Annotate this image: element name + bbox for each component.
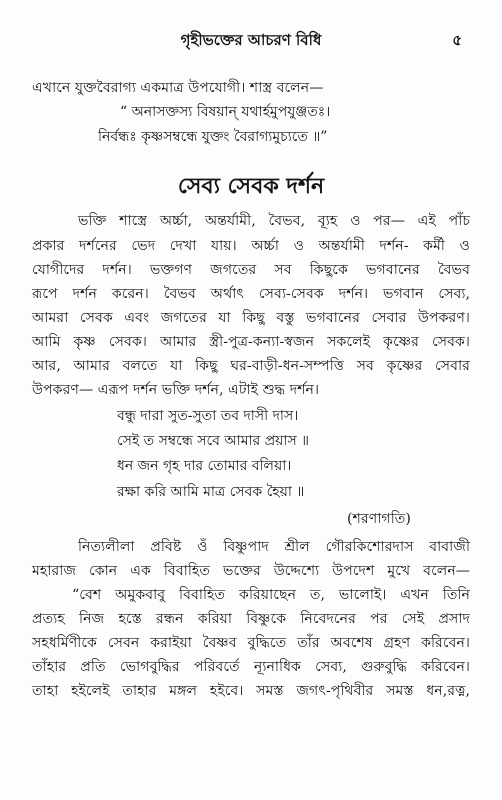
section-heading: সেব্য সেবক দর্শন [177, 173, 325, 199]
paragraph-line: আর, আমার বলতে যা কিছু ঘর-বাড়ী-ধন-সম্পত্তি সব কৃষ্ণের সেবার [32, 358, 470, 374]
paragraph-line: মহারাজ কোন এক বিবাহিত ভক্তের উদ্দেশ্যে উপদেশ মুখে বলেন— [32, 563, 470, 579]
shloka-line-1: “ অনাসক্তস্য বিষয়ান্ যথার্হমুপযুঞ্জতঃ। [120, 104, 331, 120]
intro-line: এখানে যুক্তবৈরাগ্য একমাত্র উপযোগী। শাস্ত্র বলেন— [32, 80, 324, 96]
page-number: ৫ [452, 31, 462, 49]
paragraph-line: নিত্যলীলা প্রবিষ্ট ওঁ বিষ্ণুপাদ শ্রীল গৌরকিশোরদাস বাবাজী [78, 539, 470, 555]
verse-line: সেই ত সম্বন্ধে সবে আমার প্রয়াস ॥ [117, 433, 310, 449]
running-header [0, 28, 502, 52]
paragraph-line: ভক্তি শাস্ত্রে অর্চ্চা, অন্তর্যামী, বৈভব, ব্যূহ ও পর— এই পাঁচ [78, 213, 470, 229]
paragraph-line: উপকরণ— এরূপ দর্শন ভক্তি দর্শন, এটাই শুদ্ধ দর্শন। [32, 382, 320, 398]
paragraph-line: সহধর্মিণীকে সেবন করাইয়া বৈষ্ণব বুদ্ধিতে তাঁর অবশেষ গ্রহণ করিবেন। [32, 635, 470, 651]
paragraph-line: আমি কৃষ্ণ সেবক। আমার স্ত্রী-পুত্র-কন্যা-স্বজন সকলেই কৃষ্ণের সেবক। [32, 334, 470, 350]
paragraph-line: “বেশ অমুকবাবু বিবাহিত করিয়াছেন ত, ভালোই। এখন তিনি [72, 587, 470, 603]
verse-line: ধন জন গৃহ দার তোমার বলিয়া। [117, 458, 292, 474]
paragraph-line: যোগীদের দর্শন। ভক্তগণ জগতের সব কিছুকে ভগবানের বৈভব [32, 262, 470, 278]
verse-line: বন্ধু দারা সুত-সুতা তব দাসী দাস। [117, 408, 299, 424]
shloka-line-2: নির্বন্ধঃ কৃষ্ণসম্বন্ধে যুক্তং বৈরাগ্যমুচ্যতে ॥” [98, 129, 328, 145]
paragraph-line: তাঁহার প্রতি ভোগবুদ্ধির পরিবর্তে ন্যূনাধিক সেব্য, গুরুবুদ্ধি করিবেন। [32, 659, 470, 675]
paragraph-line: প্রত্যহ নিজ হস্তে রন্ধন করিয়া বিষ্ণুকে নিবেদনের পর সেই প্রসাদ [32, 611, 470, 627]
paragraph-line: প্রকার দর্শনের ভেদ দেখা যায়। অর্চ্চা ও অন্তর্যামী দর্শন- কর্মী ও [32, 238, 470, 254]
verse-line: রক্ষা করি আমি মাত্র সেবক হৈয়া ॥ [117, 484, 305, 500]
paragraph-line: রূপে দর্শন করেন। বৈভব অর্থাৎ সেব্য-সেবক দর্শন। ভগবান সেব্য, [32, 286, 470, 302]
verse-source: (শরণাগতি) [347, 511, 411, 527]
running-title: গৃহীভক্তের আচরণ বিধি [180, 31, 322, 49]
paragraph-line: আমরা সেবক এবং জগতের যা কিছু বস্তু ভগবানের সেবার উপকরণ। [32, 310, 470, 326]
paragraph-line: তাহা হইলেই তাহার মঙ্গল হইবে। সমস্ত জগৎ-পৃথিবীর সমস্ত ধন,রত্ন, [32, 683, 470, 699]
